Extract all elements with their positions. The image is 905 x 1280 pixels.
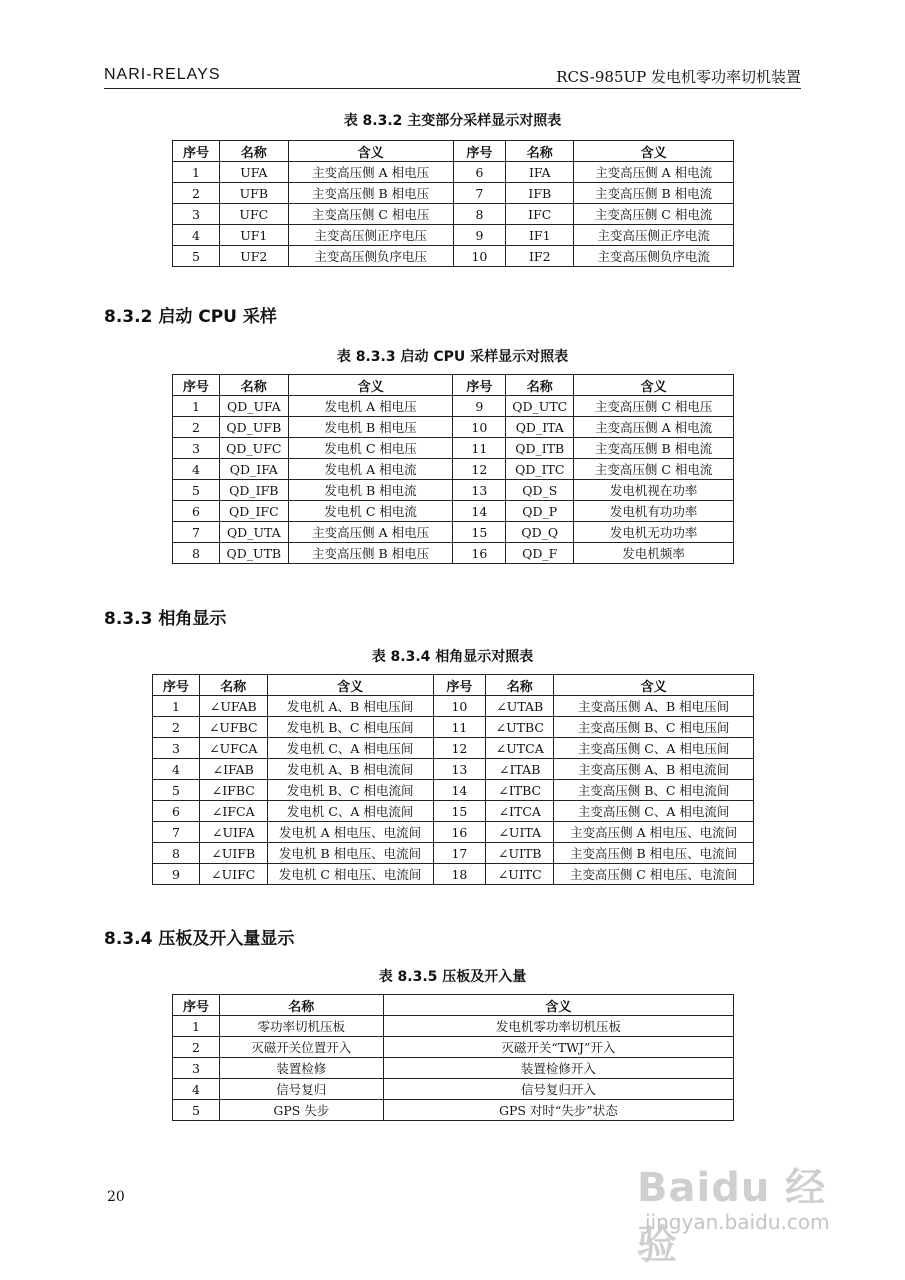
table-cell: 15 (453, 522, 506, 543)
table-cell: IF1 (506, 225, 574, 246)
column-header: 名称 (219, 375, 288, 396)
table-cell: 发电机 C、A 相电流间 (267, 801, 433, 822)
table-row (173, 501, 734, 522)
table-cell: 主变高压侧 B 相电流 (574, 183, 734, 204)
table-row (153, 759, 754, 780)
table-cell: ∠ITBC (486, 780, 554, 801)
table-cell: 2 (173, 417, 220, 438)
table-cell: 2 (153, 717, 200, 738)
table-header-row (173, 995, 734, 1016)
table-cell: 14 (453, 501, 506, 522)
table-8-3-2-caption: 表 8.3.2 主变部分采样显示对照表 (343, 113, 562, 129)
table-cell: 主变高压侧 A 相电流 (574, 417, 734, 438)
table-cell: ∠UFAB (199, 696, 267, 717)
table-row (153, 864, 754, 885)
table-cell: 6 (453, 162, 506, 183)
table-cell: ∠IFCA (199, 801, 267, 822)
table-row (173, 438, 734, 459)
table-cell: QD_IFA (219, 459, 288, 480)
table-cell: IFC (506, 204, 574, 225)
column-header: 含义 (383, 995, 733, 1016)
table-8-3-3 (172, 374, 734, 564)
table-cell: 发电机 C、A 相电压间 (267, 738, 433, 759)
column-header: 序号 (433, 675, 486, 696)
table-cell: QD_UFB (219, 417, 288, 438)
table-cell: ∠UITA (486, 822, 554, 843)
table-cell: ∠UIFC (199, 864, 267, 885)
table-cell: QD_UFA (219, 396, 288, 417)
table-cell: IFA (506, 162, 574, 183)
table-cell: 发电机 B 相电压 (288, 417, 453, 438)
table-cell: 灭磁开关位置开入 (219, 1037, 383, 1058)
table-cell: 10 (433, 696, 486, 717)
table-row (173, 1079, 734, 1100)
table-cell: 4 (153, 759, 200, 780)
table-cell: QD_Q (506, 522, 574, 543)
table-cell: 5 (173, 480, 220, 501)
table-cell: 发电机 A 相电流 (288, 459, 453, 480)
table-row (153, 717, 754, 738)
table-cell: UF2 (219, 246, 288, 267)
table-row (153, 822, 754, 843)
table-cell: ∠UITC (486, 864, 554, 885)
column-header: 含义 (288, 375, 453, 396)
table-cell: 10 (453, 417, 506, 438)
table-cell: ∠ITCA (486, 801, 554, 822)
table-cell: 发电机 B、C 相电流间 (267, 780, 433, 801)
table-cell: 8 (173, 543, 220, 564)
table-row (173, 225, 734, 246)
column-header: 名称 (219, 141, 288, 162)
table-cell: 发电机 C 相电压 (288, 438, 453, 459)
table-cell: 零功率切机压板 (219, 1016, 383, 1037)
column-header: 名称 (219, 995, 383, 1016)
table-cell: 发电机 A、B 相电流间 (267, 759, 433, 780)
table-cell: 12 (453, 459, 506, 480)
column-header: 名称 (506, 141, 574, 162)
table-cell: QD_ITA (506, 417, 574, 438)
table-cell: 发电机 A 相电压、电流间 (267, 822, 433, 843)
table-row (173, 1037, 734, 1058)
table-cell: 7 (153, 822, 200, 843)
table-cell: 灭磁开关“TWJ”开入 (383, 1037, 733, 1058)
table-8-3-4 (152, 674, 754, 885)
table-cell: 发电机 A 相电压 (288, 396, 453, 417)
table-cell: IF2 (506, 246, 574, 267)
table-cell: 主变高压侧 C 相电流 (574, 459, 734, 480)
table-8-3-3-caption: 表 8.3.3 启动 CPU 采样显示对照表 (336, 349, 569, 365)
table-row (173, 246, 734, 267)
table-cell: QD_UFC (219, 438, 288, 459)
column-header: 含义 (554, 675, 754, 696)
table-8-3-5-caption: 表 8.3.5 压板及开入量 (378, 969, 527, 985)
table-cell: UFC (219, 204, 288, 225)
table-cell: 13 (433, 759, 486, 780)
table-cell: 5 (173, 246, 220, 267)
column-header: 含义 (288, 141, 453, 162)
table-cell: 信号复归开入 (383, 1079, 733, 1100)
table-cell: 17 (433, 843, 486, 864)
table-cell: QD_IFC (219, 501, 288, 522)
column-header: 序号 (453, 141, 506, 162)
table-cell: 1 (153, 696, 200, 717)
table-cell: 5 (173, 1100, 220, 1121)
table-cell: 主变高压侧 B 相电流 (574, 438, 734, 459)
column-header: 名称 (486, 675, 554, 696)
table-cell: 主变高压侧 B、C 相电流间 (554, 780, 754, 801)
table-row (173, 1058, 734, 1079)
table-cell: 2 (173, 183, 220, 204)
table-row (173, 1100, 734, 1121)
column-header: 序号 (173, 141, 220, 162)
table-row (153, 843, 754, 864)
table-cell: 3 (153, 738, 200, 759)
table-8-3-4-caption: 表 8.3.4 相角显示对照表 (371, 649, 534, 665)
table-cell: 12 (433, 738, 486, 759)
section-8-3-3-title: 8.3.3 相角显示 (104, 609, 227, 629)
section-8-3-2-title: 8.3.2 启动 CPU 采样 (104, 307, 277, 327)
table-8-3-5 (172, 994, 734, 1121)
table-cell: ∠IFBC (199, 780, 267, 801)
table-cell: QD_P (506, 501, 574, 522)
table-header-row (153, 675, 754, 696)
section-8-3-4-title: 8.3.4 压板及开入量显示 (104, 929, 295, 949)
table-cell: QD_S (506, 480, 574, 501)
table-cell: 7 (453, 183, 506, 204)
table-cell: 主变高压侧负序电压 (288, 246, 453, 267)
table-cell: 14 (433, 780, 486, 801)
table-cell: 主变高压侧 C 相电压 (288, 204, 453, 225)
table-header-row (173, 375, 734, 396)
table-cell: 主变高压侧 A 相电压 (288, 162, 453, 183)
column-header: 含义 (574, 375, 734, 396)
table-cell: QD_UTA (219, 522, 288, 543)
table-cell: 主变高压侧正序电流 (574, 225, 734, 246)
table-cell: GPS 失步 (219, 1100, 383, 1121)
table-cell: QD_ITC (506, 459, 574, 480)
table-cell: QD_UTB (219, 543, 288, 564)
table-cell: QD_ITB (506, 438, 574, 459)
table-cell: 主变高压侧 C 相电压 (574, 396, 734, 417)
table-cell: 11 (433, 717, 486, 738)
column-header: 名称 (199, 675, 267, 696)
table-cell: 发电机无功功率 (574, 522, 734, 543)
table-cell: 发电机 A、B 相电压间 (267, 696, 433, 717)
table-row (153, 780, 754, 801)
table-cell: 18 (433, 864, 486, 885)
header-document-title: RCS-985UP 发电机零功率切机装置 (556, 68, 801, 86)
table-cell: ∠UITB (486, 843, 554, 864)
table-row (173, 480, 734, 501)
table-cell: 1 (173, 162, 220, 183)
table-cell: 4 (173, 459, 220, 480)
table-header-row (173, 141, 734, 162)
table-cell: 4 (173, 1079, 220, 1100)
table-cell: ∠UTBC (486, 717, 554, 738)
table-cell: 主变高压侧 C 相电流 (574, 204, 734, 225)
header-rule (104, 88, 801, 89)
table-cell: 主变高压侧 A、B 相电流间 (554, 759, 754, 780)
column-header: 含义 (267, 675, 433, 696)
table-cell: 主变高压侧 A 相电流 (574, 162, 734, 183)
column-header: 含义 (574, 141, 734, 162)
column-header: 序号 (453, 375, 506, 396)
column-header: 序号 (173, 375, 220, 396)
table-cell: 13 (453, 480, 506, 501)
table-cell: 装置检修开入 (383, 1058, 733, 1079)
table-cell: 主变高压侧 B 相电压 (288, 183, 453, 204)
table-cell: ∠UFCA (199, 738, 267, 759)
table-cell: 1 (173, 1016, 220, 1037)
table-cell: 6 (173, 501, 220, 522)
table-cell: 9 (453, 396, 506, 417)
table-cell: QD_UTC (506, 396, 574, 417)
table-cell: 主变高压侧 A 相电压 (288, 522, 453, 543)
table-cell: 11 (453, 438, 506, 459)
table-row (173, 543, 734, 564)
table-cell: 发电机 B、C 相电压间 (267, 717, 433, 738)
table-cell: 16 (433, 822, 486, 843)
table-cell: 主变高压侧 B 相电压 (288, 543, 453, 564)
table-cell: 3 (173, 1058, 220, 1079)
table-cell: 发电机频率 (574, 543, 734, 564)
table-cell: UF1 (219, 225, 288, 246)
baidu-jingyan-watermark (637, 1148, 857, 1268)
table-cell: 2 (173, 1037, 220, 1058)
table-cell: 发电机 B 相电压、电流间 (267, 843, 433, 864)
table-cell: 发电机 C 相电流 (288, 501, 453, 522)
table-cell: 发电机零功率切机压板 (383, 1016, 733, 1037)
table-cell: 16 (453, 543, 506, 564)
table-row (153, 801, 754, 822)
table-cell: 8 (453, 204, 506, 225)
table-cell: ∠UTAB (486, 696, 554, 717)
table-cell: 发电机 B 相电流 (288, 480, 453, 501)
column-header: 名称 (506, 375, 574, 396)
table-cell: 8 (153, 843, 200, 864)
table-cell: 发电机 C 相电压、电流间 (267, 864, 433, 885)
table-cell: 4 (173, 225, 220, 246)
table-row (173, 183, 734, 204)
table-8-3-2 (172, 140, 734, 267)
table-row (173, 459, 734, 480)
table-cell: 发电机视在功率 (574, 480, 734, 501)
page-number: 20 (107, 1189, 125, 1205)
table-cell: 主变高压侧负序电流 (574, 246, 734, 267)
table-cell: 3 (173, 204, 220, 225)
table-row (173, 417, 734, 438)
table-cell: UFA (219, 162, 288, 183)
table-cell: 3 (173, 438, 220, 459)
table-cell: 主变高压侧 B 相电压、电流间 (554, 843, 754, 864)
table-cell: 主变高压侧 C、A 相电压间 (554, 738, 754, 759)
table-cell: 主变高压侧 A 相电压、电流间 (554, 822, 754, 843)
table-cell: IFB (506, 183, 574, 204)
table-cell: 主变高压侧 C、A 相电流间 (554, 801, 754, 822)
table-cell: ∠UFBC (199, 717, 267, 738)
table-cell: 主变高压侧 A、B 相电压间 (554, 696, 754, 717)
column-header: 序号 (153, 675, 200, 696)
table-cell: 7 (173, 522, 220, 543)
table-cell: ∠UTCA (486, 738, 554, 759)
table-cell: UFB (219, 183, 288, 204)
table-row (173, 204, 734, 225)
table-cell: 主变高压侧正序电压 (288, 225, 453, 246)
table-cell: ∠IFAB (199, 759, 267, 780)
table-cell: 10 (453, 246, 506, 267)
table-cell: 15 (433, 801, 486, 822)
table-cell: ∠ITAB (486, 759, 554, 780)
watermark-brand: Baidu 经验 (637, 1165, 827, 1268)
table-cell: 9 (453, 225, 506, 246)
table-cell: QD_IFB (219, 480, 288, 501)
table-cell: 9 (153, 864, 200, 885)
table-cell: 5 (153, 780, 200, 801)
table-row (173, 396, 734, 417)
table-cell: ∠UIFB (199, 843, 267, 864)
table-cell: 6 (153, 801, 200, 822)
watermark-url: jingyan.baidu.com (645, 1210, 830, 1234)
table-cell: GPS 对时“失步”状态 (383, 1100, 733, 1121)
table-cell: 主变高压侧 C 相电压、电流间 (554, 864, 754, 885)
table-row (153, 738, 754, 759)
table-cell: QD_F (506, 543, 574, 564)
header-brand: NARI-RELAYS (104, 66, 221, 83)
table-row (173, 522, 734, 543)
table-cell: ∠UIFA (199, 822, 267, 843)
table-row (153, 696, 754, 717)
column-header: 序号 (173, 995, 220, 1016)
table-cell: 主变高压侧 B、C 相电压间 (554, 717, 754, 738)
table-row (173, 162, 734, 183)
table-cell: 发电机有功功率 (574, 501, 734, 522)
table-cell: 1 (173, 396, 220, 417)
table-row (173, 1016, 734, 1037)
table-cell: 装置检修 (219, 1058, 383, 1079)
table-cell: 信号复归 (219, 1079, 383, 1100)
